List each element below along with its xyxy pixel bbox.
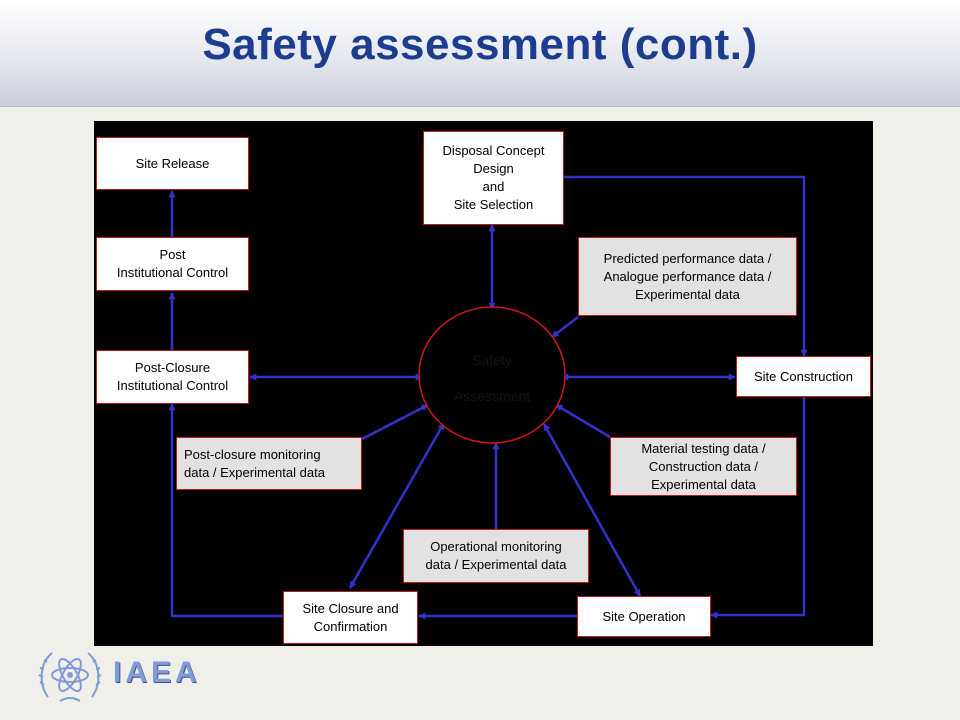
arrow-material-data — [556, 405, 610, 437]
post-closure-monitoring-data-box: Post-closure monitoring data / Experimental data — [176, 437, 362, 490]
site-construction-box: Site Construction — [736, 356, 871, 397]
safety-assessment-line: Assessment — [453, 388, 531, 404]
post-institutional-control-box: Post Institutional Control — [96, 237, 249, 291]
iaea-emblem-icon — [38, 645, 102, 705]
disposal-concept-box: Disposal Concept Design and Site Selection — [423, 131, 564, 225]
predicted-performance-data-box: Predicted performance data / Analogue performance data / Experimental data — [578, 237, 797, 316]
flow-diagram — [94, 121, 873, 646]
site-closure-box: Site Closure and Confirmation — [283, 591, 418, 644]
arrow-closure-to-postclosure — [172, 404, 283, 616]
material-testing-data-box: Material testing data / Construction data / Experimental data — [610, 437, 797, 496]
arrow-postclosure-data — [362, 405, 428, 439]
safety-assessment-circle — [419, 307, 565, 443]
arrow-construction-to-operation — [711, 397, 804, 615]
safety-assessment-line: Safety — [472, 352, 512, 368]
arrow-predicted-data — [552, 317, 578, 337]
site-operation-box: Site Operation — [577, 596, 711, 637]
site-release-box: Site Release — [96, 137, 249, 190]
slide-title: Safety assessment (cont.) — [202, 20, 758, 69]
post-closure-institutional-control-box: Post-Closure Institutional Control — [96, 350, 249, 404]
slide-header — [0, 0, 960, 107]
iaea-logo-text: IAEA — [113, 656, 201, 689]
operational-monitoring-data-box: Operational monitoring data / Experimental data — [403, 529, 589, 583]
